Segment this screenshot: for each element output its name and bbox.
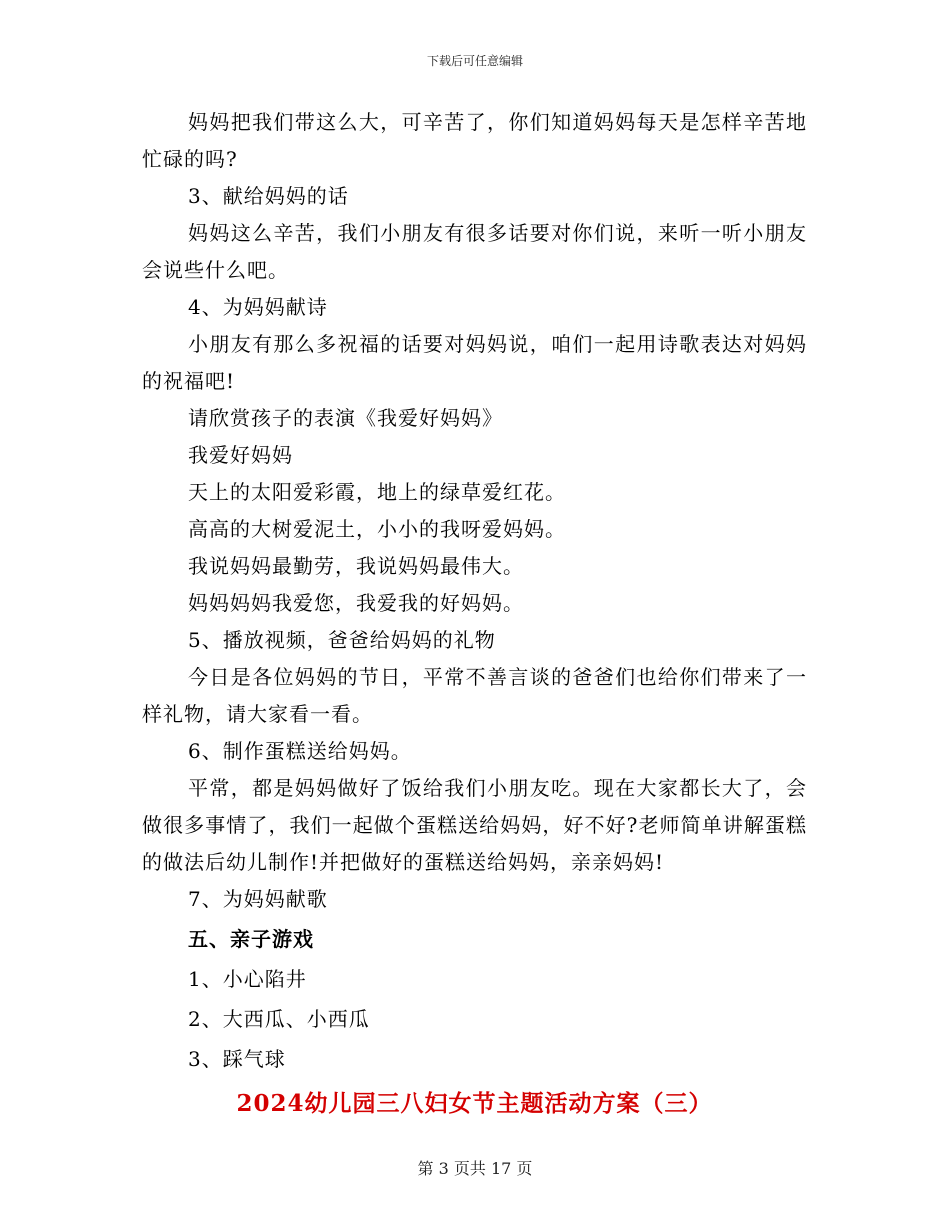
- document-title: 2024幼儿园三八妇女节主题活动方案（三）: [236, 1090, 713, 1117]
- section-heading: 五、亲子游戏: [188, 927, 314, 951]
- poem-line: 天上的太阳爱彩霞，地上的绿草爱红花。: [188, 480, 566, 504]
- poem-line: 我说妈妈最勤劳，我说妈妈最伟大。: [188, 554, 524, 578]
- step-heading: 6、制作蛋糕送给妈妈。: [188, 739, 412, 763]
- text-line: 请欣赏孩子的表演《我爱好妈妈》: [188, 406, 503, 430]
- paragraph: 平常，都是妈妈做好了饭给我们小朋友吃。现在大家都长大了，会做很多事情了，我们一起做个蛋糕送给妈妈，好不好?老师简单讲解蛋糕的做法后幼儿制作!并把做好的蛋糕送给妈妈，亲亲妈妈!: [142, 776, 807, 874]
- page-number: 第 3 页共 17 页: [417, 1159, 533, 1178]
- poem-line: 妈妈妈妈我爱您，我爱我的好妈妈。: [188, 591, 524, 615]
- paragraph: 今日是各位妈妈的节日，平常不善言谈的爸爸们也给你们带来了一样礼物，请大家看一看。: [142, 665, 807, 726]
- poem-title: 我爱好妈妈: [188, 443, 293, 467]
- poem-line: 高高的大树爱泥土，小小的我呀爱妈妈。: [188, 517, 566, 541]
- paragraph: 妈妈把我们带这么大，可辛苦了，你们知道妈妈每天是怎样辛苦地忙碌的吗?: [142, 110, 807, 171]
- game-item: 1、小心陷井: [188, 967, 307, 991]
- step-heading: 7、为妈妈献歌: [188, 887, 328, 911]
- step-heading: 5、播放视频，爸爸给妈妈的礼物: [188, 628, 496, 652]
- game-item: 2、大西瓜、小西瓜: [188, 1007, 370, 1031]
- header-note: 下载后可任意编辑: [426, 54, 523, 68]
- game-item: 3、踩气球: [188, 1047, 286, 1071]
- paragraph: 妈妈这么辛苦，我们小朋友有很多话要对你们说，来听一听小朋友会说些什么吧。: [142, 221, 807, 282]
- step-heading: 4、为妈妈献诗: [188, 295, 328, 319]
- paragraph: 小朋友有那么多祝福的话要对妈妈说，咱们一起用诗歌表达对妈妈的祝福吧!: [142, 332, 807, 393]
- step-heading: 3、献给妈妈的话: [188, 184, 349, 208]
- document-body: [142, 104, 807, 1124]
